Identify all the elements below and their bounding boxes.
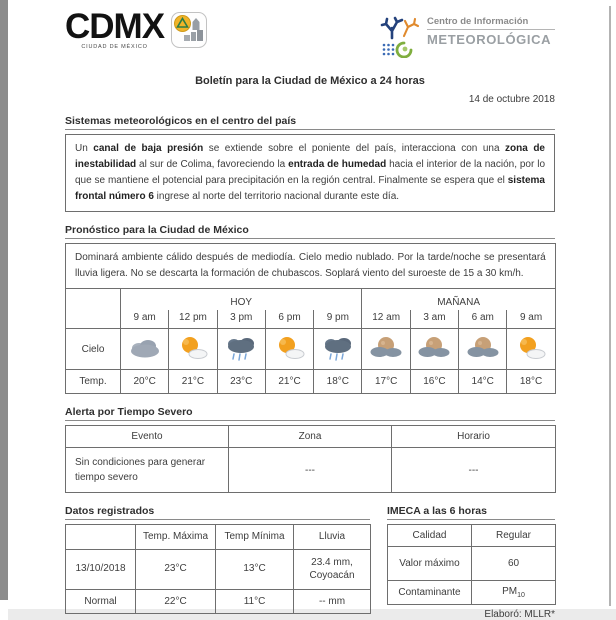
sky-row-label: Cielo: [66, 329, 121, 370]
bottom-section: [65, 505, 555, 620]
document-date: 14 de octubre 2018: [468, 94, 555, 105]
datos-col-temp-min: Temp Mínima: [216, 525, 294, 550]
cim-title-line1: Centro de Información: [427, 16, 555, 30]
temp-cell: 20°C: [121, 370, 169, 394]
datos-row-label: Normal: [66, 589, 136, 614]
alerta-zona-value: ---: [229, 448, 392, 493]
time-cell: 9 am: [507, 310, 555, 329]
time-cell: 9 pm: [314, 310, 362, 329]
cim-title-line2: METEOROLÓGICA: [427, 32, 552, 47]
time-cell: 12 am: [362, 310, 410, 329]
datos-col-temp-max: Temp. Máxima: [136, 525, 216, 550]
time-cell: 3 pm: [217, 310, 265, 329]
moon-cloud-icon: [463, 335, 503, 361]
temp-row-label: Temp.: [66, 370, 121, 394]
rain-cloud-icon: [318, 335, 358, 361]
section-heading-pronostico: Pronóstico para la Ciudad de México: [65, 224, 555, 239]
cim-logo: [379, 16, 555, 58]
cdmx-badge-icon: [171, 12, 207, 48]
imeca-contaminante-value: $PM_{10}$: [472, 581, 556, 605]
rain-cloud-icon: [221, 335, 261, 361]
temp-cell: 21°C: [265, 370, 313, 394]
temp-cell: 17°C: [362, 370, 410, 394]
forecast-summary: Dominará ambiente cálido después de mediodía. Cielo medio nublado. Por la tarde/noche se presentará lluvia ligera. No se descarta la formación de chubascos. Soplará viento del suroeste de 15 a 30 km/h.: [66, 244, 556, 289]
forecast-table: [65, 243, 556, 394]
temp-cell: 14°C: [459, 370, 507, 394]
datos-temp-max-value: 22°C: [136, 589, 216, 614]
datos-lluvia-value: -- mm: [294, 589, 371, 614]
datos-registrados-block: [65, 505, 370, 620]
datos-row-label: 13/10/2018: [66, 549, 136, 589]
datos-lluvia-value: 23.4 mm, Coyoacán: [294, 549, 371, 589]
alerta-evento-value: Sin condiciones para generar tiempo severo: [66, 448, 229, 493]
section-heading-sistemas: Sistemas meteorológicos en el centro del país: [65, 115, 555, 130]
moon-cloud-icon: [366, 335, 406, 361]
datos-temp-max-value: 23°C: [136, 549, 216, 589]
temp-cell: 16°C: [410, 370, 458, 394]
document-header: [65, 7, 555, 62]
moon-cloud-icon: [414, 335, 454, 361]
day-label-tomorrow: MAÑANA: [362, 289, 555, 311]
cloud-icon: [125, 335, 165, 361]
section-heading-datos: Datos registrados: [65, 505, 370, 520]
elaborated-by: Elaboró: MLLR*: [484, 609, 555, 620]
time-cell: 6 am: [459, 310, 507, 329]
temp-cell: 18°C: [507, 370, 555, 394]
imeca-calidad-value: Regular: [472, 525, 556, 547]
imeca-contaminante-label: Contaminante: [388, 581, 472, 605]
imeca-calidad-label: Calidad: [388, 525, 472, 547]
cdmx-wordmark: CDMX: [65, 7, 165, 46]
alerta-col-evento: Evento: [66, 426, 229, 448]
time-cell: 12 pm: [169, 310, 217, 329]
cdmx-wordmark-subtext: CIUDAD DE MÉXICO: [81, 44, 148, 51]
imeca-table: [387, 524, 556, 605]
page-edge-left: [0, 0, 8, 600]
sun-cloud-icon: [173, 335, 213, 361]
cim-logo-icon: [379, 16, 421, 58]
datos-col-lluvia: Lluvia: [294, 525, 371, 550]
temp-cell: 18°C: [314, 370, 362, 394]
imeca-valor-value: 60: [472, 547, 556, 581]
imeca-valor-label: Valor máximo: [388, 547, 472, 581]
temp-cell: 21°C: [169, 370, 217, 394]
alerta-col-horario: Horario: [392, 426, 556, 448]
bulletin-document: [65, 8, 555, 620]
sun-cloud-icon: [511, 335, 551, 361]
time-cell: 9 am: [121, 310, 169, 329]
forecast-corner-cell: [66, 289, 121, 329]
sistemas-paragraph: Un canal de baja presión se extiende sobre el poniente del país, interacciona con una zona de inestabilidad al sur de Colima, favoreciendo la entrada de humedad hacia el interior de la nación, por lo que se mantiene el potencial para precipitación en la región central. Finalmente se espera que el sistema frontal número 6 ingrese al norte del territorio nacional durante este día.: [65, 134, 555, 212]
datos-table: [65, 524, 371, 614]
temp-cell: 23°C: [217, 370, 265, 394]
time-cell: 6 pm: [265, 310, 313, 329]
imeca-block: [387, 505, 555, 620]
alerta-col-zona: Zona: [229, 426, 392, 448]
document-title: Boletín para la Ciudad de México a 24 horas: [195, 75, 425, 87]
cdmx-logo: [65, 7, 207, 51]
datos-temp-min-value: 13°C: [216, 549, 294, 589]
alerta-table: [65, 425, 556, 493]
datos-temp-min-value: 11°C: [216, 589, 294, 614]
day-label-today: HOY: [121, 289, 362, 311]
datos-col-blank: [66, 525, 136, 550]
alerta-horario-value: ---: [392, 448, 556, 493]
section-heading-imeca: IMECA a las 6 horas: [387, 505, 555, 520]
time-cell: 3 am: [410, 310, 458, 329]
section-heading-alerta: Alerta por Tiempo Severo: [65, 406, 555, 421]
page-edge-right: [609, 6, 611, 606]
sun-cloud-icon: [270, 335, 310, 361]
